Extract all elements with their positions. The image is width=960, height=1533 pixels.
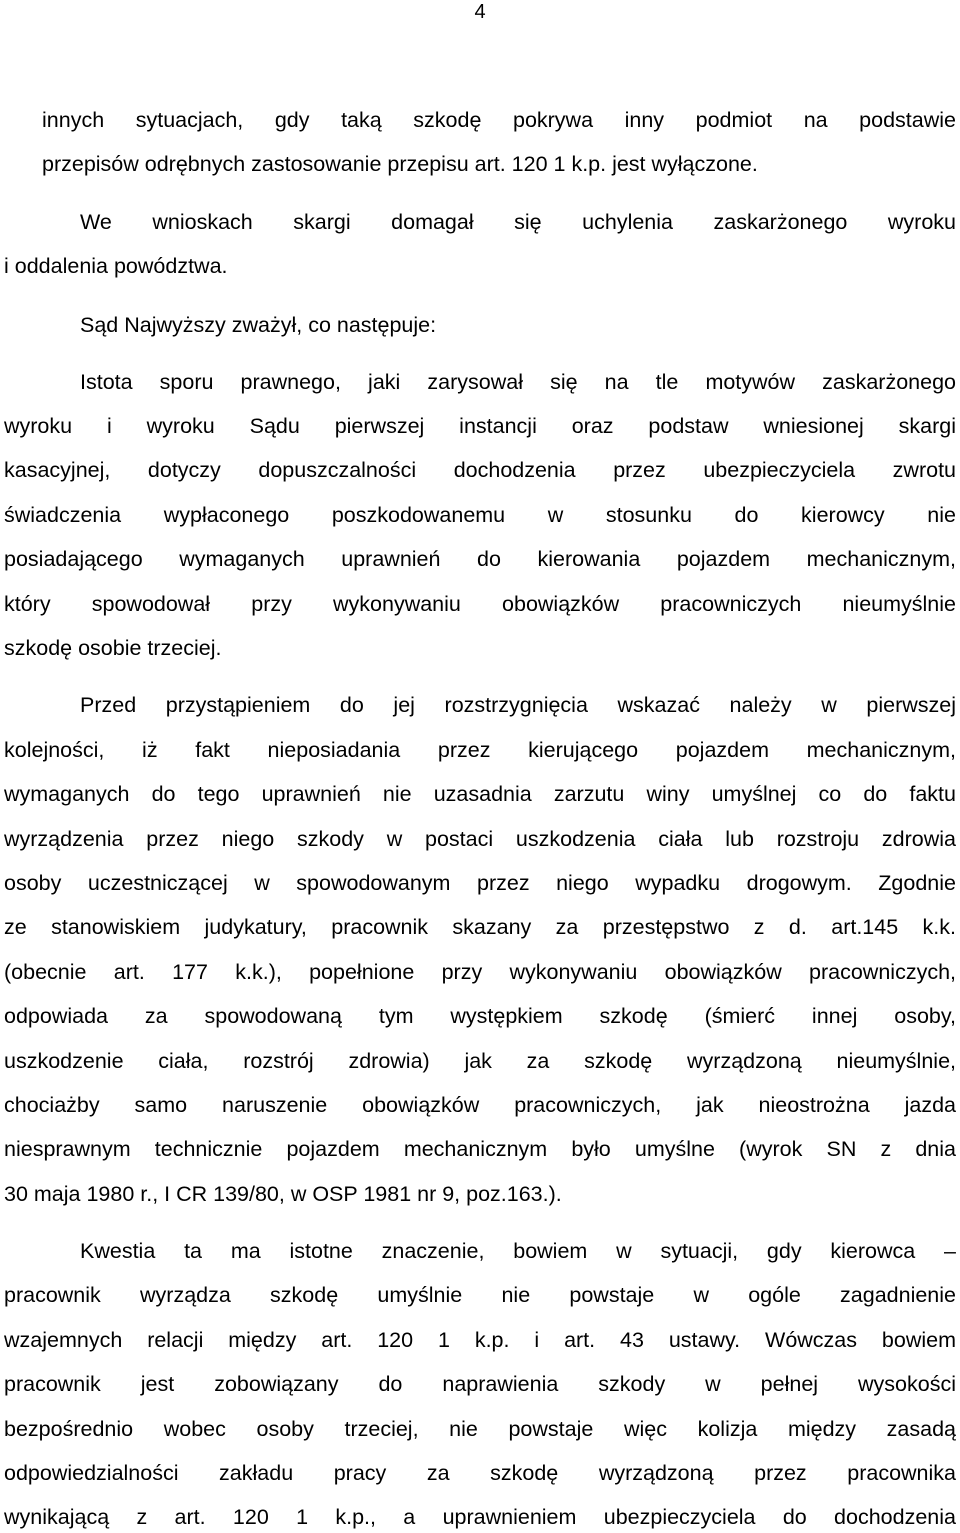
section-heading: Sąd Najwyższy zważył, co następuje: [80,313,437,337]
text-line: Przed przystąpieniem do jej rozstrzygnięcia wskazać należy w pierwszej [80,693,956,717]
text-line: świadczenia wypłaconego poszkodowanemu w stosunku do kierowcy nie [4,503,956,527]
page-number: 4 [474,1,486,23]
text-line: niesprawnym technicznie pojazdem mechanicznym było umyślne (wyrok SN z dnia [4,1137,956,1161]
text-line: przepisów odrębnych zastosowanie przepisu art. 120 1 k.p. jest wyłączone. [42,152,758,176]
text-line: szkodę osobie trzeciej. [4,636,222,660]
text-line: pracownik jest zobowiązany do naprawienia szkody w pełnej wysokości [4,1372,956,1396]
text-line: wyroku i wyroku Sądu pierwszej instancji oraz podstaw wniesionej skargi [4,414,956,438]
text-line: wyrządzenia przez niego szkody w postaci uszkodzenia ciała lub rozstroju zdrowia [4,827,956,851]
text-line: Kwestia ta ma istotne znaczenie, bowiem w sytuacji, gdy kierowca – [80,1239,956,1263]
text-line: osoby uczestniczącej w spowodowanym przez niego wypadku drogowym. Zgodnie [4,871,956,895]
text-line: We wnioskach skargi domagał się uchylenia zaskarżonego wyroku [80,210,956,234]
text-line: wynikającą z art. 120 1 k.p., a uprawnieniem ubezpieczyciela do dochodzenia [4,1505,956,1529]
text-line: innych sytuacjach, gdy taką szkodę pokrywa inny podmiot na podstawie [42,108,956,132]
text-line: posiadającego wymaganych uprawnień do kierowania pojazdem mechanicznym, [4,547,956,571]
text-line: (obecnie art. 177 k.k.), popełnione przy wykonywaniu obowiązków pracowniczych, [4,960,956,984]
text-line: bezpośrednio wobec osoby trzeciej, nie powstaje więc kolizja między zasadą [4,1417,956,1441]
text-line: 30 maja 1980 r., I CR 139/80, w OSP 1981 nr 9, poz.163.). [4,1182,562,1206]
text-line: odpowiedzialności zakładu pracy za szkodę wyrządzoną przez pracownika [4,1461,956,1485]
text-line: i oddalenia powództwa. [4,254,228,278]
text-line: ze stanowiskiem judykatury, pracownik skazany za przestępstwo z d. art.145 k.k. [4,915,956,939]
text-line: który spowodował przy wykonywaniu obowiązków pracowniczych nieumyślnie [4,592,956,616]
text-line: kolejności, iż fakt nieposiadania przez kierującego pojazdem mechanicznym, [4,738,956,762]
text-line: uszkodzenie ciała, rozstrój zdrowia) jak za szkodę wyrządzoną nieumyślnie, [4,1049,956,1073]
text-line: odpowiada za spowodowaną tym występkiem szkodę (śmierć innej osoby, [4,1004,956,1028]
text-line: Istota sporu prawnego, jaki zarysował się na tle motywów zaskarżonego [80,370,956,394]
text-line: wymaganych do tego uprawnień nie uzasadnia zarzutu winy umyślnej co do faktu [4,782,956,806]
text-line: chociażby samo naruszenie obowiązków pracowniczych, jak nieostrożna jazda [4,1093,956,1117]
text-line: pracownik wyrządza szkodę umyślnie nie powstaje w ogóle zagadnienie [4,1283,956,1307]
text-line: kasacyjnej, dotyczy dopuszczalności dochodzenia przez ubezpieczyciela zwrotu [4,458,956,482]
text-line: wzajemnych relacji między art. 120 1 k.p. i art. 43 ustawy. Wówczas bowiem [4,1328,956,1352]
